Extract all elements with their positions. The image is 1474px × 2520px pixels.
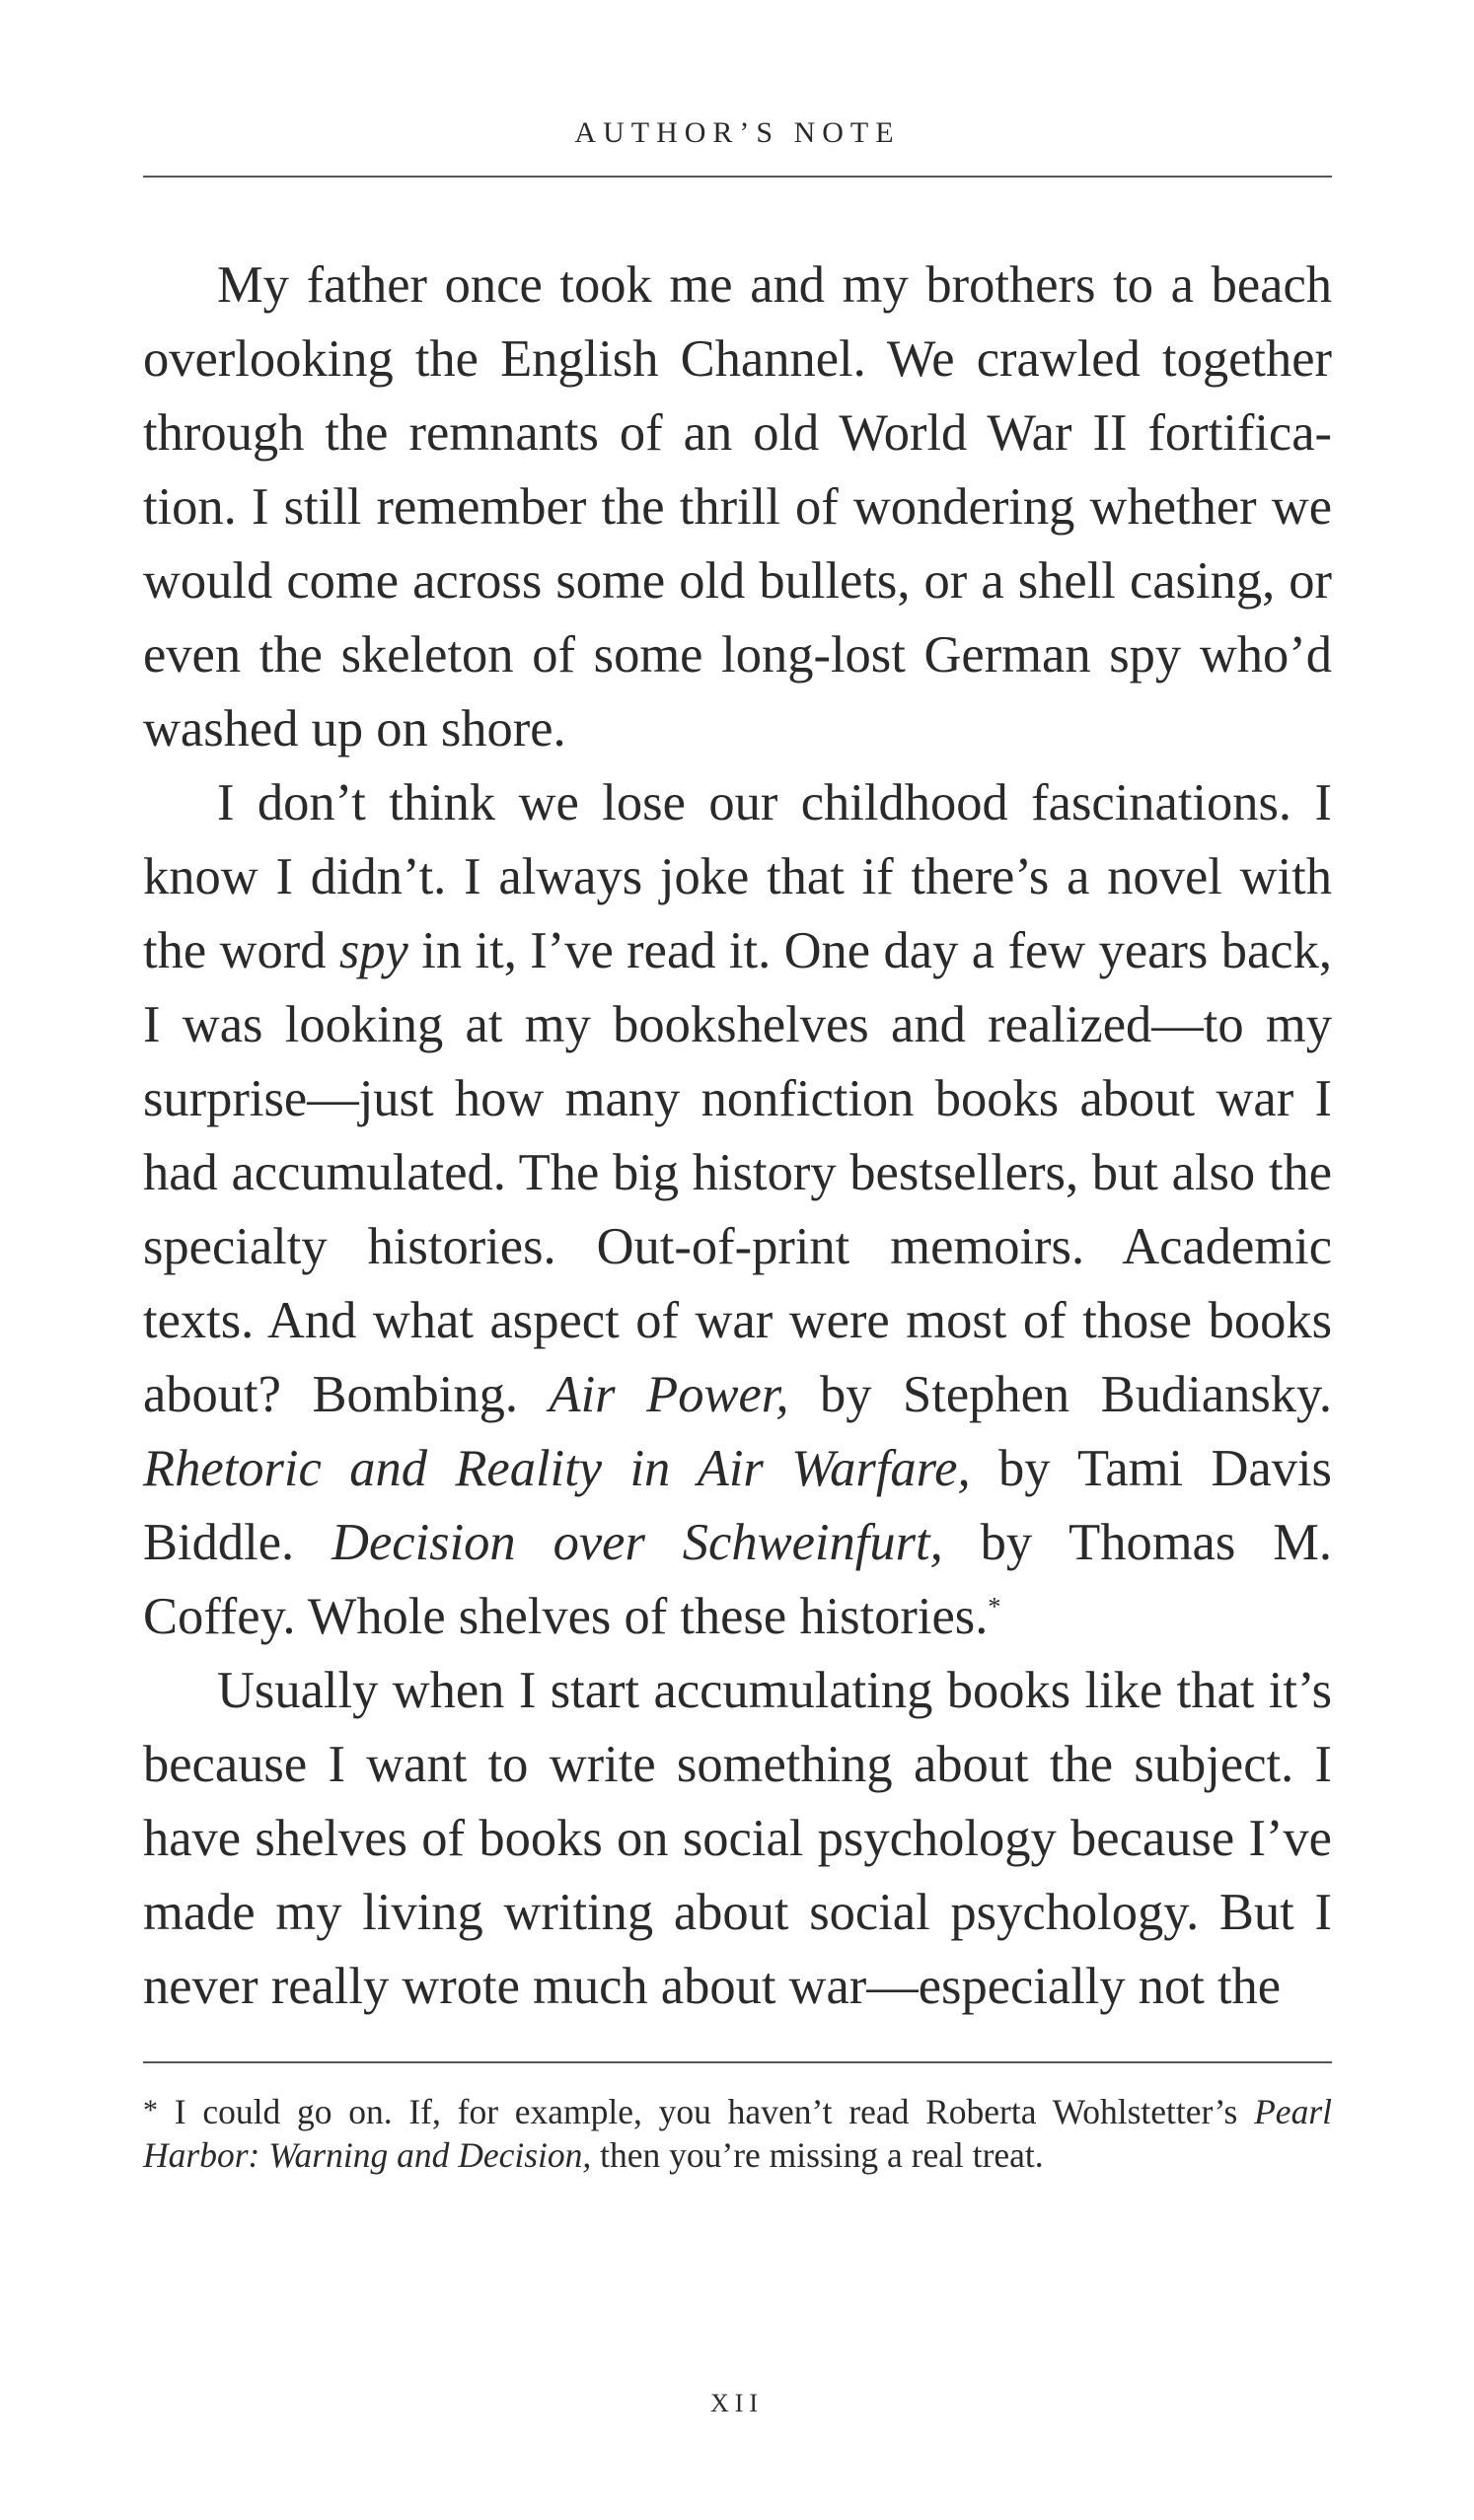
footnote-mark: * (143, 2094, 158, 2126)
text-run: by Thomas M. Coffey. Whole shelves of these histories. (143, 1514, 1332, 1645)
footnote-reference-mark: * (988, 1592, 1001, 1621)
italic-title: Pearl Harbor: Warning and Decision, (143, 2092, 1332, 2175)
footnote (143, 2089, 1332, 2177)
italic-title: Rhetoric and Reality in Air Warfare, (143, 1440, 971, 1497)
text-run: then you’re missing a real treat. (591, 2135, 1044, 2175)
text-run: My father once took me and my brothers to a beach overlooking the English Channel. We crawled together through the remnants of an old World War II fortification. I still remember the thrill of wondering whether we would come across some old bullets, or a shell casing, or even the skeleton of some long-lost German spy who’d washed up on shore. (143, 256, 1332, 757)
body-text (143, 249, 1332, 2024)
body-paragraph (143, 1654, 1332, 2024)
header-rule (143, 176, 1332, 178)
body-paragraph (143, 249, 1332, 766)
text-run: by Stephen Budiansky. (788, 1366, 1332, 1423)
text-run: by Tami Davis Biddle. (143, 1440, 1332, 1571)
body-paragraph (143, 766, 1332, 1654)
italic-title: spy (338, 922, 408, 979)
footnote-rule (143, 2061, 1332, 2063)
text-run: Usually when I start accumulating books like that it’s because I want to write something about the subject. I have shelves of books on social psychology because I’ve made my living writing about social psychology. But I never really wrote much about war—especially not the (143, 1662, 1332, 2015)
running-head: AUTHOR’S NOTE (574, 116, 901, 149)
text-run: in it, I’ve read it. One day a few years back, I was looking at my bookshelves and realized—to my surprise—just how many nonfiction books about war I had accumulated. The big history bestsellers, but also the specialty histories. Out-of-print memoirs. Academic texts. And what aspect of war were most of those books about? Bombing. (143, 922, 1332, 1423)
italic-title: Decision over Schweinfurt, (332, 1514, 943, 1571)
text-run: I could go on. If, for example, you haven’t read Roberta Wohlstetter’s (158, 2092, 1255, 2131)
italic-title: Air Power, (549, 1366, 789, 1423)
page-number: XII (709, 2389, 765, 2417)
text-run: I don’t think we lose our childhood fascinations. I know I didn’t. I always joke that if there’s a novel with the word (143, 774, 1332, 979)
